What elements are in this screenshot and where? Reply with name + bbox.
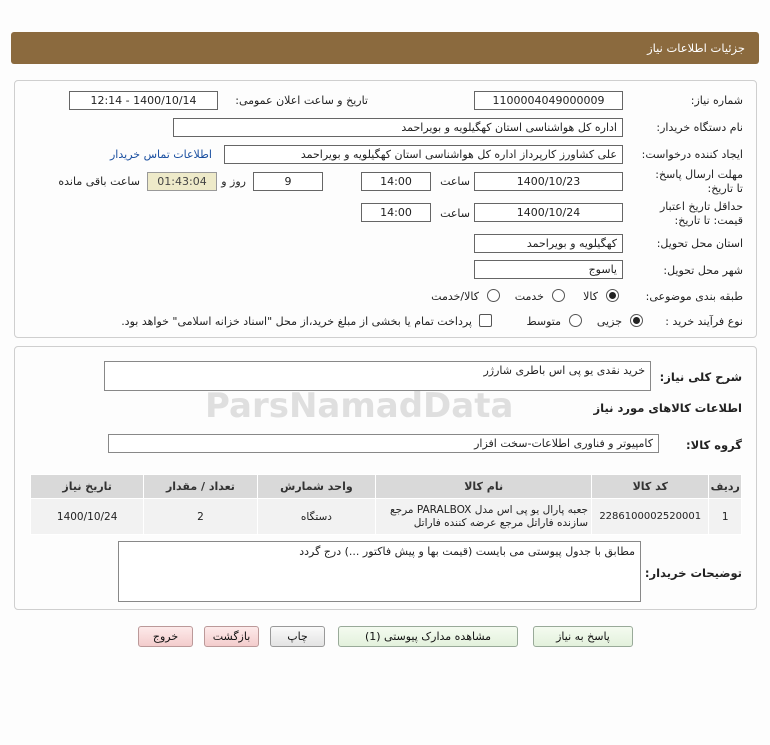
city-field: یاسوج	[474, 260, 623, 279]
category-label: طبقه بندی موضوعی:	[645, 290, 743, 303]
col-quantity: تعداد / مقدار	[144, 475, 257, 499]
need-number-field: 1100004049000009	[474, 91, 623, 110]
reply-deadline-label: مهلت ارسال پاسخ: تا تاریخ:	[655, 168, 743, 195]
goods-group-label: گروه کالا:	[686, 438, 742, 452]
process-type-label: نوع فرآیند خرید :	[665, 315, 743, 328]
category-radio-goods[interactable]	[606, 289, 619, 302]
back-button[interactable]: بازگشت	[204, 626, 259, 647]
price-time-label: ساعت	[440, 207, 470, 220]
treasury-payment-checkbox[interactable]	[479, 314, 492, 327]
need-summary-field: خرید نقدی یو پی اس باطری شارژر	[104, 361, 651, 391]
process-radio-medium[interactable]	[569, 314, 582, 327]
process-option-medium: متوسط	[526, 315, 561, 328]
price-time-field: 14:00	[361, 203, 431, 222]
remaining-time-label: ساعت باقی مانده	[58, 175, 140, 188]
buyer-notes-label: توضیحات خریدار:	[644, 566, 742, 580]
cell-quantity: 2	[144, 499, 257, 535]
page-header	[11, 32, 759, 64]
reply-time-field: 14:00	[361, 172, 431, 191]
cell-need-date: 1400/10/24	[31, 499, 144, 535]
announce-datetime-label: تاریخ و ساعت اعلان عمومی:	[235, 94, 368, 107]
province-label: استان محل تحویل:	[656, 237, 743, 250]
view-attachments-button[interactable]: مشاهده مدارک پیوستی (1)	[338, 626, 518, 647]
buyer-org-field: اداره کل هواشناسی استان کهگیلویه و بویراحمد	[173, 118, 623, 137]
col-goods-code: کد کالا	[592, 475, 709, 499]
reply-date-field: 1400/10/23	[474, 172, 623, 191]
remaining-days-field: 9	[253, 172, 323, 191]
category-option-goods: کالا	[583, 290, 598, 303]
remaining-time-field: 01:43:04	[147, 172, 217, 191]
days-label: روز و	[221, 175, 246, 188]
request-creator-label: ایجاد کننده درخواست:	[641, 148, 743, 161]
watermark-text: ParsNamadData	[205, 386, 514, 426]
process-option-minor: جزیی	[596, 315, 622, 328]
reply-to-need-button[interactable]: پاسخ به نیاز	[533, 626, 633, 647]
buyer-notes-field: مطابق با جدول پیوستی می بایست (قیمت بها و پیش فاکتور ...) درج گردد	[118, 541, 641, 602]
reply-time-label: ساعت	[440, 175, 470, 188]
category-radio-goods-service[interactable]	[487, 289, 500, 302]
request-creator-field: علی کشاورز کارپرداز اداره کل هواشناسی استان کهگیلویه و بویراحمد	[224, 145, 623, 164]
category-radio-service[interactable]	[552, 289, 565, 302]
goods-group-field: کامپیوتر و فناوری اطلاعات-سخت افزار	[108, 434, 659, 453]
category-option-service: خدمت	[514, 290, 544, 303]
price-validity-label: حداقل تاریخ اعتبار قیمت: تا تاریخ:	[659, 200, 743, 227]
page-title: جزئیات اطلاعات نیاز	[647, 41, 745, 55]
cell-goods-name: جعبه پارال یو پی اس مدل PARALBOX مرجع سازنده فاراتل مرجع عرضه کننده فاراتل	[376, 499, 592, 535]
province-field: کهگیلویه و بویراحمد	[474, 234, 623, 253]
col-row-number: ردیف	[709, 475, 742, 499]
process-radio-minor[interactable]	[630, 314, 643, 327]
city-label: شهر محل تحویل:	[663, 264, 743, 277]
treasury-payment-note: پرداخت تمام یا بخشی از مبلغ خرید،از محل "اسناد خزانه اسلامی" خواهد بود.	[121, 315, 472, 328]
items-table	[30, 474, 742, 535]
buyer-org-label: نام دستگاه خریدار:	[656, 121, 743, 134]
items-section-title: اطلاعات کالاهای مورد نیاز	[593, 401, 742, 415]
col-need-date: تاریخ نیاز	[31, 475, 144, 499]
need-summary-label: شرح کلی نیاز:	[659, 370, 742, 384]
category-option-goods-service: کالا/خدمت	[431, 290, 479, 303]
price-date-field: 1400/10/24	[474, 203, 623, 222]
cell-row-number: 1	[709, 499, 742, 535]
announce-datetime-field: 1400/10/14 - 12:14	[69, 91, 218, 110]
print-button[interactable]: چاپ	[270, 626, 325, 647]
table-row	[31, 499, 742, 535]
col-unit: واحد شمارش	[257, 475, 376, 499]
buyer-contact-link[interactable]: اطلاعات تماس خریدار	[110, 148, 212, 161]
items-table-header	[31, 475, 742, 499]
cell-unit: دستگاه	[257, 499, 376, 535]
need-number-label: شماره نیاز:	[690, 94, 743, 107]
cell-goods-code: 2286100002520001	[592, 499, 709, 535]
exit-button[interactable]: خروج	[138, 626, 193, 647]
col-goods-name: نام کالا	[376, 475, 592, 499]
